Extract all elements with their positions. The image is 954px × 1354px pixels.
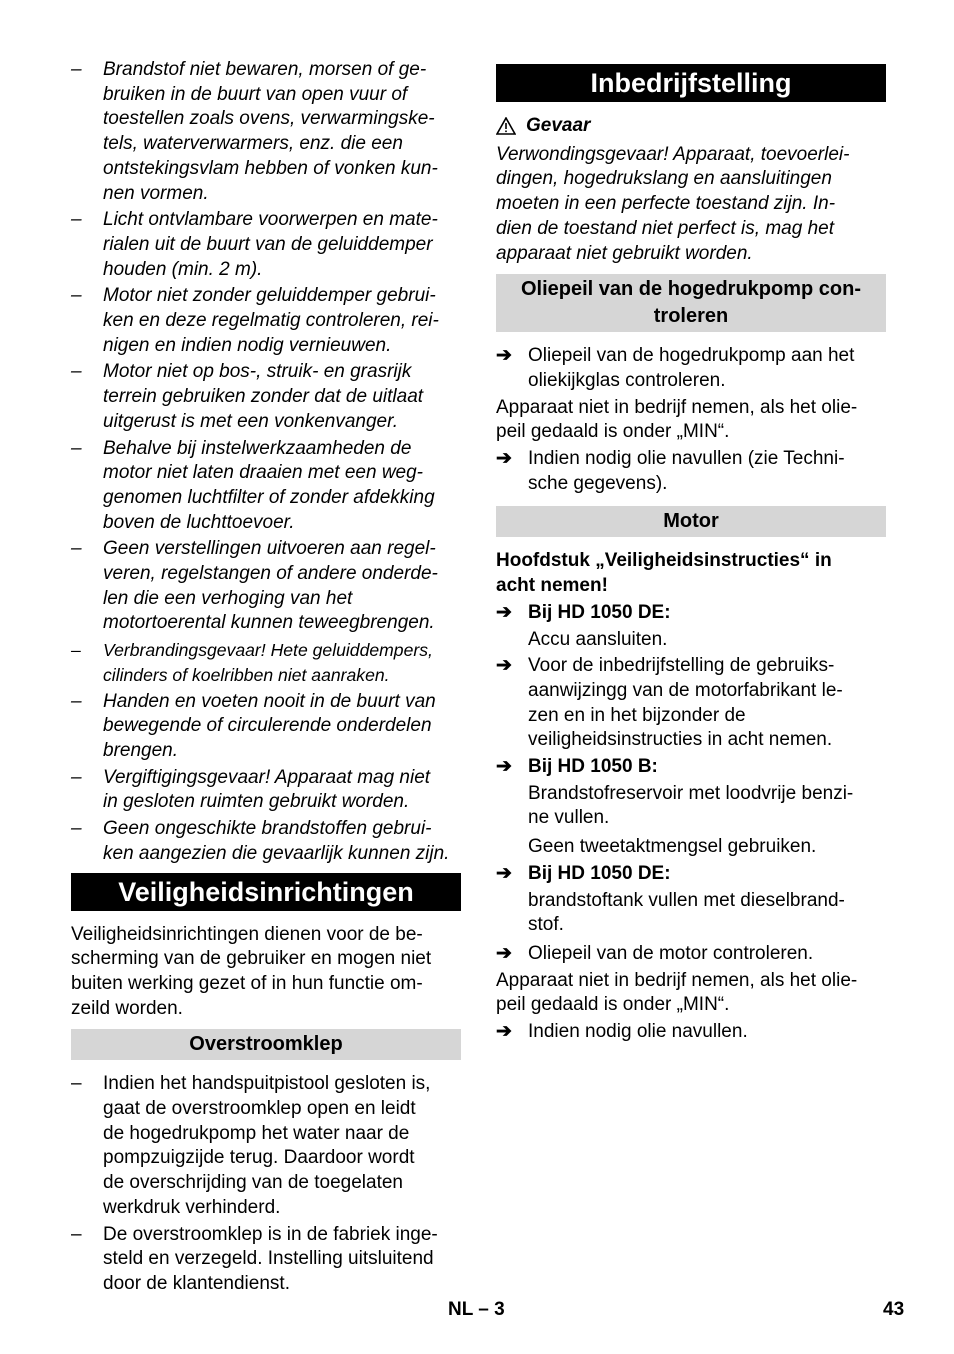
text-line: Veiligheidsinrichtingen dienen voor de be- — [71, 923, 423, 945]
text-line: toestellen zoals ovens, verwarmingske- — [103, 108, 435, 130]
text-line: troleren — [653, 305, 729, 328]
text-line: Brandstofreservoir met loodvrije benzi- — [528, 782, 854, 804]
list-item — [71, 360, 461, 434]
oil-note — [496, 396, 886, 445]
text-line: de hogedrukpomp het water naar de — [103, 1122, 410, 1144]
step-detail: Accu aansluiten. — [528, 628, 668, 650]
step-motor-oil-fill — [496, 1020, 886, 1045]
text-line: Verwondingsgevaar! Apparaat, toevoerlei- — [496, 143, 850, 165]
text-line: motortoerental kunnen teweegbrengen. — [103, 612, 435, 634]
list-item — [71, 817, 461, 866]
overstroomklep-list — [71, 1072, 461, 1296]
text-line: aanwijzingg van de motorfabrikant le- — [528, 679, 843, 701]
list-item — [71, 766, 461, 815]
text-line: Geen verstellingen uitvoeren aan regel- — [103, 538, 436, 560]
text-line: acht nemen! — [496, 575, 608, 597]
text-line: Apparaat niet in bedrijf nemen, als het olie- — [496, 969, 858, 991]
list-item — [71, 638, 461, 687]
step-hd-de-1 — [496, 601, 886, 626]
dash-bullet: – — [71, 766, 82, 788]
arrow-icon: ➔ — [496, 1021, 512, 1043]
list-item-text — [103, 1223, 461, 1297]
safety-list — [71, 58, 461, 867]
dash-bullet: – — [71, 59, 82, 80]
dash-bullet: – — [71, 285, 82, 307]
text-line: Indien het handspuitpistool gesloten is, — [103, 1073, 431, 1095]
step-oil-check — [496, 344, 886, 393]
text-line: Brandstof niet bewaren, morsen of ge- — [103, 59, 427, 80]
arrow-icon: ➔ — [496, 601, 512, 623]
text-line: Voor de inbedrijfstelling de gebruiks- — [528, 655, 835, 677]
dash-bullet: – — [71, 690, 82, 712]
step-text: Oliepeil van de motor controleren. — [528, 942, 814, 964]
text-line: buiten werking gezet of in hun functie om- — [71, 972, 423, 994]
text-line: Indien nodig olie navullen (zie Techni- — [528, 448, 845, 470]
text-line: Verbrandingsgevaar! Hete geluiddempers, — [103, 640, 433, 661]
list-item-text — [103, 208, 461, 282]
section-paragraph — [71, 923, 461, 1022]
list-item-text — [103, 638, 461, 687]
warning-label: Gevaar — [526, 115, 591, 136]
arrow-icon: ➔ — [496, 655, 512, 677]
step-motor-oil-check — [496, 942, 886, 967]
section-heading-veiligheidsinrichtingen: Veiligheidsinrichtingen — [71, 873, 461, 911]
text-line: scherming van de gebruiker en mogen niet — [71, 948, 432, 970]
text-line: peil gedaald is onder „MIN“. — [496, 994, 730, 1016]
text-line: ne vullen. — [528, 807, 610, 829]
arrow-icon: ➔ — [496, 345, 512, 367]
step-text: Indien nodig olie navullen. — [528, 1021, 748, 1043]
footer-page-number: 43 — [883, 1299, 905, 1320]
text-line: door de klantendienst. — [103, 1272, 290, 1294]
step-text — [528, 654, 886, 753]
dash-bullet: – — [71, 1073, 82, 1095]
text-line: brandstoftank vullen met dieselbrand- — [528, 889, 845, 911]
text-line: brengen. — [103, 739, 179, 761]
text-line: moeten in een perfecte toestand zijn. In- — [496, 193, 836, 215]
arrow-icon: ➔ — [496, 756, 512, 778]
list-item-text — [103, 437, 461, 536]
text-line: Motor niet op bos-, struik- en grasrijk — [103, 361, 412, 383]
text-line: ken en deze regelmatig controleren, rei- — [103, 310, 439, 332]
text-line: boven de luchttoevoer. — [103, 511, 295, 533]
step-text — [528, 447, 886, 496]
text-line: genomen luchtfilter of zonder afdekking — [103, 486, 435, 508]
text-line: Motor niet zonder geluiddemper gebrui- — [103, 285, 436, 307]
right-column — [496, 58, 886, 1047]
list-item-text — [103, 284, 461, 358]
step-oil-refill — [496, 447, 886, 496]
list-item — [71, 690, 461, 764]
text-line: apparaat niet gebruikt worden. — [496, 242, 753, 264]
step-label: Bij HD 1050 B: — [528, 756, 658, 778]
text-line: gaat de overstroomklep open en leidt — [103, 1098, 416, 1120]
text-line: bruiken in de buurt van open vuur of — [103, 83, 408, 105]
step-detail: Geen tweetaktmengsel gebruiken. — [528, 836, 817, 858]
text-line: Licht ontvlambare voorwerpen en mate- — [103, 209, 438, 231]
text-line: peil gedaald is onder „MIN“. — [496, 421, 730, 443]
text-line: houden (min. 2 m). — [103, 258, 263, 280]
text-line: sche gegevens). — [528, 472, 668, 494]
text-line: stof. — [528, 914, 564, 936]
step-detail — [496, 889, 886, 938]
step-label: Bij HD 1050 DE: — [528, 601, 671, 623]
list-item-text — [103, 537, 461, 636]
motor-instruction-heading — [496, 549, 886, 598]
list-item — [71, 284, 461, 358]
text-line: Geen ongeschikte brandstoffen gebrui- — [103, 818, 432, 840]
list-item-text — [103, 817, 461, 866]
text-line: zeild worden. — [71, 997, 183, 1019]
text-line: pompzuigzijde terug. Daardoor wordt — [103, 1147, 415, 1169]
section-heading-inbedrijfstelling: Inbedrijfstelling — [496, 64, 886, 102]
list-item — [71, 437, 461, 536]
text-line: Behalve bij instelwerkzaamheden de — [103, 437, 412, 459]
text-line: werkdruk verhinderd. — [103, 1196, 281, 1218]
text-line: Handen en voeten nooit in de buurt van — [103, 690, 436, 712]
arrow-icon: ➔ — [496, 862, 512, 884]
list-item — [71, 1072, 461, 1220]
text-line: Oliepeil van de hogedrukpomp aan het — [528, 345, 855, 367]
subheading-oliepeil-hogedrukpomp — [496, 274, 886, 332]
list-item-text — [103, 1072, 461, 1220]
text-line: ken aangezien die gevaarlijk kunnen zijn. — [103, 842, 450, 864]
step-hd-de-2 — [496, 862, 886, 887]
text-line: rialen uit de buurt van de geluiddemper — [103, 233, 433, 255]
dash-bullet: – — [71, 818, 82, 840]
list-item — [71, 58, 461, 206]
text-line: oliekijkglas controleren. — [528, 369, 726, 391]
text-line: in gesloten ruimten gebruikt worden. — [103, 791, 410, 813]
list-item — [71, 208, 461, 282]
dash-bullet: – — [71, 538, 82, 560]
step-read-manual — [496, 654, 886, 753]
text-line: Hoofdstuk „Veiligheidsinstructies“ in — [496, 550, 832, 572]
footer-language-page: NL – 3 — [448, 1299, 505, 1320]
list-item-text — [103, 360, 461, 434]
subheading-motor: Motor — [496, 506, 886, 537]
dash-bullet: – — [71, 209, 82, 231]
text-line: nigen en indien nodig vernieuwen. — [103, 334, 392, 356]
text-line: uitgerust is met een vonkenvanger. — [103, 410, 399, 432]
text-line: Oliepeil van de hogedrukpomp con- — [520, 278, 862, 301]
list-item-text — [103, 690, 461, 764]
list-item — [71, 537, 461, 636]
arrow-icon: ➔ — [496, 448, 512, 470]
left-column — [71, 58, 461, 1299]
text-line: veren, regelstangen of andere onderde- — [103, 563, 438, 585]
warning-text — [496, 143, 886, 267]
dash-bullet: – — [71, 437, 82, 459]
text-line: nen vormen. — [103, 182, 209, 204]
dash-bullet: – — [71, 1223, 82, 1245]
text-line: zen en in het bijzonder de — [528, 704, 746, 726]
dash-bullet: – — [71, 361, 82, 383]
text-line: bewegende of circulerende onderdelen — [103, 715, 432, 737]
text-line: tels, waterverwarmers, enz. die een — [103, 133, 403, 155]
warning-heading — [496, 114, 886, 139]
text-line: Apparaat niet in bedrijf nemen, als het olie- — [496, 396, 858, 418]
list-item-text — [103, 58, 461, 206]
subheading-overstroomklep: Overstroomklep — [71, 1029, 461, 1060]
step-text — [528, 344, 886, 393]
list-item-text — [103, 766, 461, 815]
text-line: dien de toestand niet perfect is, mag het — [496, 217, 834, 239]
text-line: motor niet laten draaien met een weg- — [103, 462, 424, 484]
list-item — [71, 1223, 461, 1297]
text-line: terrein gebruiken zonder dat de uitlaat — [103, 386, 424, 408]
text-line: dingen, hogedrukslang en aansluitingen — [496, 168, 832, 190]
arrow-icon: ➔ — [496, 942, 512, 964]
text-line: De overstroomklep is in de fabriek inge- — [103, 1223, 438, 1245]
warning-triangle-icon — [496, 117, 516, 135]
text-line: veiligheidsinstructies in acht nemen. — [528, 729, 833, 751]
text-line: len die een verhoging van het — [103, 587, 353, 609]
text-line: de overschrijding van de toegelaten — [103, 1172, 403, 1194]
step-label: Bij HD 1050 DE: — [528, 862, 671, 884]
text-line: ontstekingsvlam hebben of vonken kun- — [103, 157, 438, 179]
text-line: cilinders of koelribben niet aanraken. — [103, 664, 390, 685]
dash-bullet: – — [71, 640, 81, 661]
motor-oil-note — [496, 969, 886, 1018]
text-line: steld en verzegeld. Instelling uitsluitend — [103, 1248, 434, 1270]
step-hd-b — [496, 755, 886, 780]
step-detail — [496, 782, 886, 831]
text-line: Vergiftigingsgevaar! Apparaat mag niet — [103, 766, 431, 788]
